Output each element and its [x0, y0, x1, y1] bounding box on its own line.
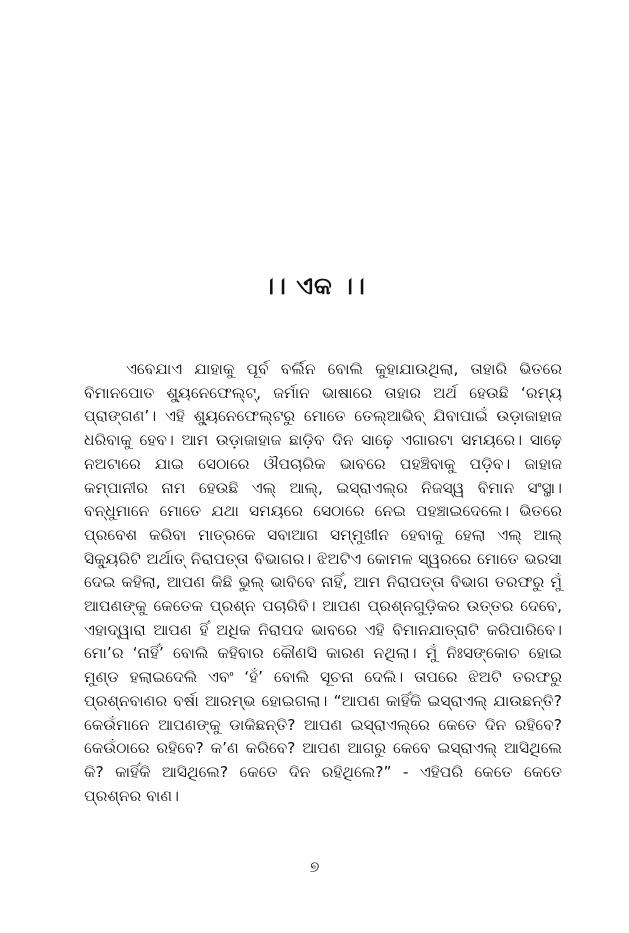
- body-paragraph: ଏବେଯାଏ ଯାହାକୁ ପୂର୍ବ ବର୍ଲିନ ବୋଲି କୁହାଯାଉଥିଲା, ତାହାରି ଭିତରେ ବିମାନପୋତ ଶ୍ୟୁନେଫେଲ୍ଟ୍, ଜର୍ମାନ ଭାଷାରେ ତାହାର ଅର୍ଥ ହେଉଛି ‘ରମ୍ୟ ପ୍ରାଙ୍ଗଣ’। ଏହି ଶ୍ୟୁନେଫେଲ୍ଟରୁ ମୋତେ ତେଲ୍‌ଆଭିବ୍ ଯିବାପାଇଁ ଉଡ଼ାଜାହାଜ ଧରିବାକୁ ହେବ। ଆମ ଉଡ଼ାଜାହାଜ ଛାଡ଼ିବ ଦିନ ସାଢ଼େ ଏଗାରଟା ସମୟରେ। ସାଢ଼େ ନଅଟାରେ ଯାଇ ସେଠାରେ ଔପଚାରିକ ଭାବରେ ପହଞ୍ଚିବାକୁ ପଡ଼ିବ। ଜାହାଜ କମ୍ପାନୀର ନାମ ହେଉଛି ଏଲ୍ ଆଲ୍, ଇସ୍ରାଏଲ୍‌ର ନିଜସ୍ୱ ବିମାନ ସଂସ୍ଥା। ବନ୍ଧୁମାନେ ମୋତେ ଯଥା ସମୟରେ ସେଠାରେ ନେଇ ପହଞ୍ଚାଇଦେଲେ। ଭିତରେ ପ୍ରବେଶ କରିବା ମାତ୍ରକେ ସବାଆଗ ସମ୍ମୁଖୀନ ହେବାକୁ ହେଲା ଏଲ୍ ଆଲ୍ ସିକ୍ୟୁରିଟି ଅର୍ଥାତ୍ ନିରାପତ୍ତା ବିଭାଗର। ଝିଅଟିଏ କୋମଳ ସ୍ୱରରେ ମୋତେ ଭରସା ଦେଇ କହିଲା, ଆପଣ କିଛି ଭୁଲ୍ ଭାବିବେ ନାହିଁ, ଆମ ନିରାପତ୍ତା ବିଭାଗ ତରଫରୁ ମୁଁ ଆପଣଙ୍କୁ କେତେକ ପ୍ରଶ୍ନ ପଚାରିବି। ଆପଣ ପ୍ରଶ୍ନଗୁଡ଼ିକର ଉତ୍ତର ଦେବେ, ଏହାଦ୍ୱାରା ଆପଣ ହିଁ ଅଧିକ ନିରାପଦ ଭାବରେ ଏହି ବିମାନଯାତ୍ରାଟି କରିପାରିବେ। ମୋ’ର ‘ନାହିଁ’ ବୋଲି କହିବାର କୌଣସି କାରଣ ନଥିଲା। ମୁଁ ନିଃସଙ୍କୋଚ ହୋଇ ମୁଣ୍ଡ ହଲାଇଦେଲି ଏବଂ ‘ହଁ’ ବୋଲି ସୂଚନା ଦେଲି। ତାପରେ ଝିଅଟି ତରଫରୁ ପ୍ରଶ୍ନବାଣର ବର୍ଷା ଆରମ୍ଭ ହୋଇଗଲା। “ଆପଣ କାହିଁକି ଇସ୍ରାଏଲ୍ ଯାଉଛନ୍ତି? କେଉଁମାନେ ଆପଣଙ୍କୁ ଡାକିଛନ୍ତି? ଆପଣ ଇସ୍ରାଏଲ୍‌ରେ କେତେ ଦିନ ରହିବେ? କେଉଁଠାରେ ରହିବେ? କ’ଣ କରିବେ? ଆପଣ ଆଗରୁ କେବେ ଇସ୍ରାଏଲ୍ ଆସିଥିଲେ କି? କାହିଁକି ଆସିଥିଲେ? କେତେ ଦିନ ରହିଥିଲେ?” - ଏହିପରି କେତେ କେତେ ପ୍ରଶ୍ନର ବାଣ।: [84, 360, 562, 805]
- page-number: ୭: [309, 857, 320, 876]
- chapter-heading: ।। ଏକ ।।: [263, 272, 366, 300]
